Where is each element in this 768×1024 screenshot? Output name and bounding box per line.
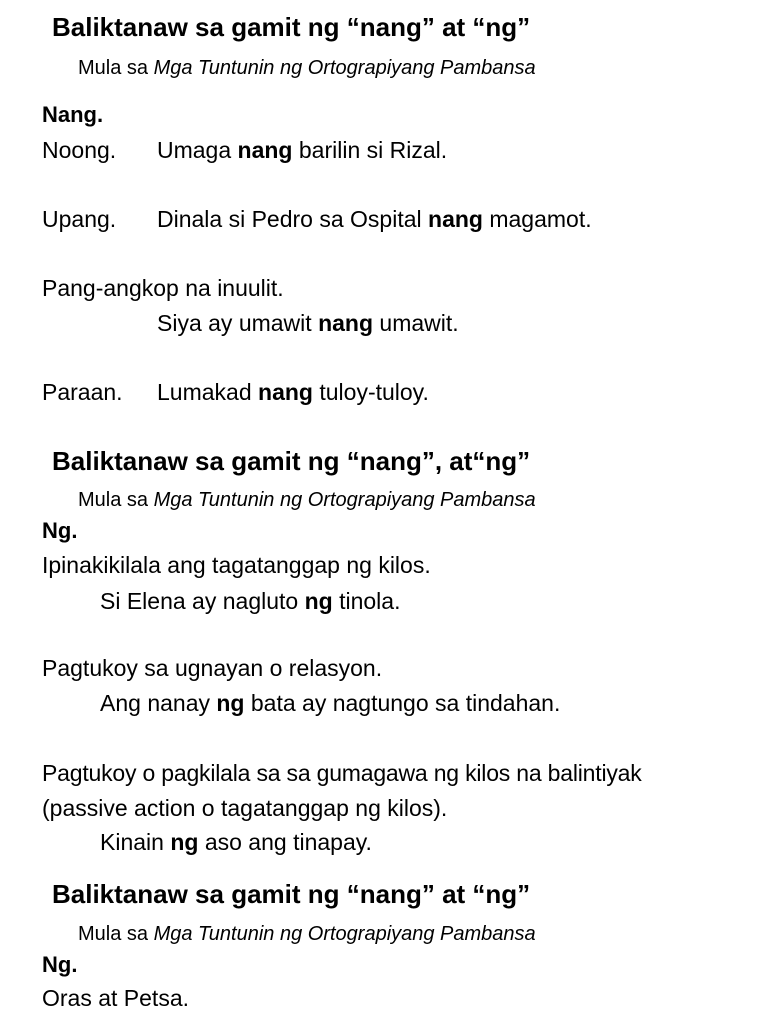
section-1-label: Nang.	[42, 102, 104, 127]
term-upang: Upang.	[42, 206, 117, 232]
section-1-title: Baliktanaw sa gamit ng “nang” at “ng”	[52, 12, 531, 42]
term-ugnayan: Pagtukoy sa ugnayan o relasyon.	[42, 655, 383, 681]
term-noong: Noong.	[42, 137, 117, 163]
example-paraan: Lumakad nang tuloy-tuloy.	[157, 379, 429, 405]
source-prefix: Mula sa	[78, 57, 149, 79]
source-prefix: Mula sa	[78, 923, 149, 945]
term-balintiyak-cont: (passive action o tagatanggap ng kilos).	[42, 795, 448, 821]
term-balintiyak: Pagtukoy o pagkilala sa sa gumagawa ng kilos na balintiyak	[42, 760, 642, 786]
section-3-source	[78, 924, 536, 944]
section-3-title: Baliktanaw sa gamit ng “nang” at “ng”	[52, 879, 531, 909]
source-title: Mga Tuntunin ng Ortograpiyang Pambansa	[153, 57, 536, 79]
section-3-label: Ng.	[42, 952, 78, 977]
section-2-source	[78, 490, 536, 510]
example-balintiyak: Kinain ng aso ang tinapay.	[100, 829, 372, 855]
term-oras-petsa: Oras at Petsa.	[42, 985, 190, 1011]
section-2-label: Ng.	[42, 518, 78, 543]
section-2-title: Baliktanaw sa gamit ng “nang”, at“ng”	[52, 446, 531, 476]
source-prefix: Mula sa	[78, 489, 149, 511]
term-pang-angkop: Pang-angkop na inuulit.	[42, 275, 284, 301]
term-tagatanggap: Ipinakikilala ang tagatanggap ng kilos.	[42, 552, 431, 578]
source-title: Mga Tuntunin ng Ortograpiyang Pambansa	[153, 923, 536, 945]
example-tagatanggap: Si Elena ay nagluto ng tinola.	[100, 588, 401, 614]
term-paraan: Paraan.	[42, 379, 123, 405]
example-ugnayan: Ang nanay ng bata ay nagtungo sa tindahan.	[100, 690, 561, 716]
example-upang: Dinala si Pedro sa Ospital nang magamot.	[157, 206, 592, 232]
section-1-source	[78, 58, 536, 78]
example-noong: Umaga nang barilin si Rizal.	[157, 137, 448, 163]
source-title: Mga Tuntunin ng Ortograpiyang Pambansa	[153, 489, 536, 511]
example-pang-angkop: Siya ay umawit nang umawit.	[157, 310, 459, 336]
